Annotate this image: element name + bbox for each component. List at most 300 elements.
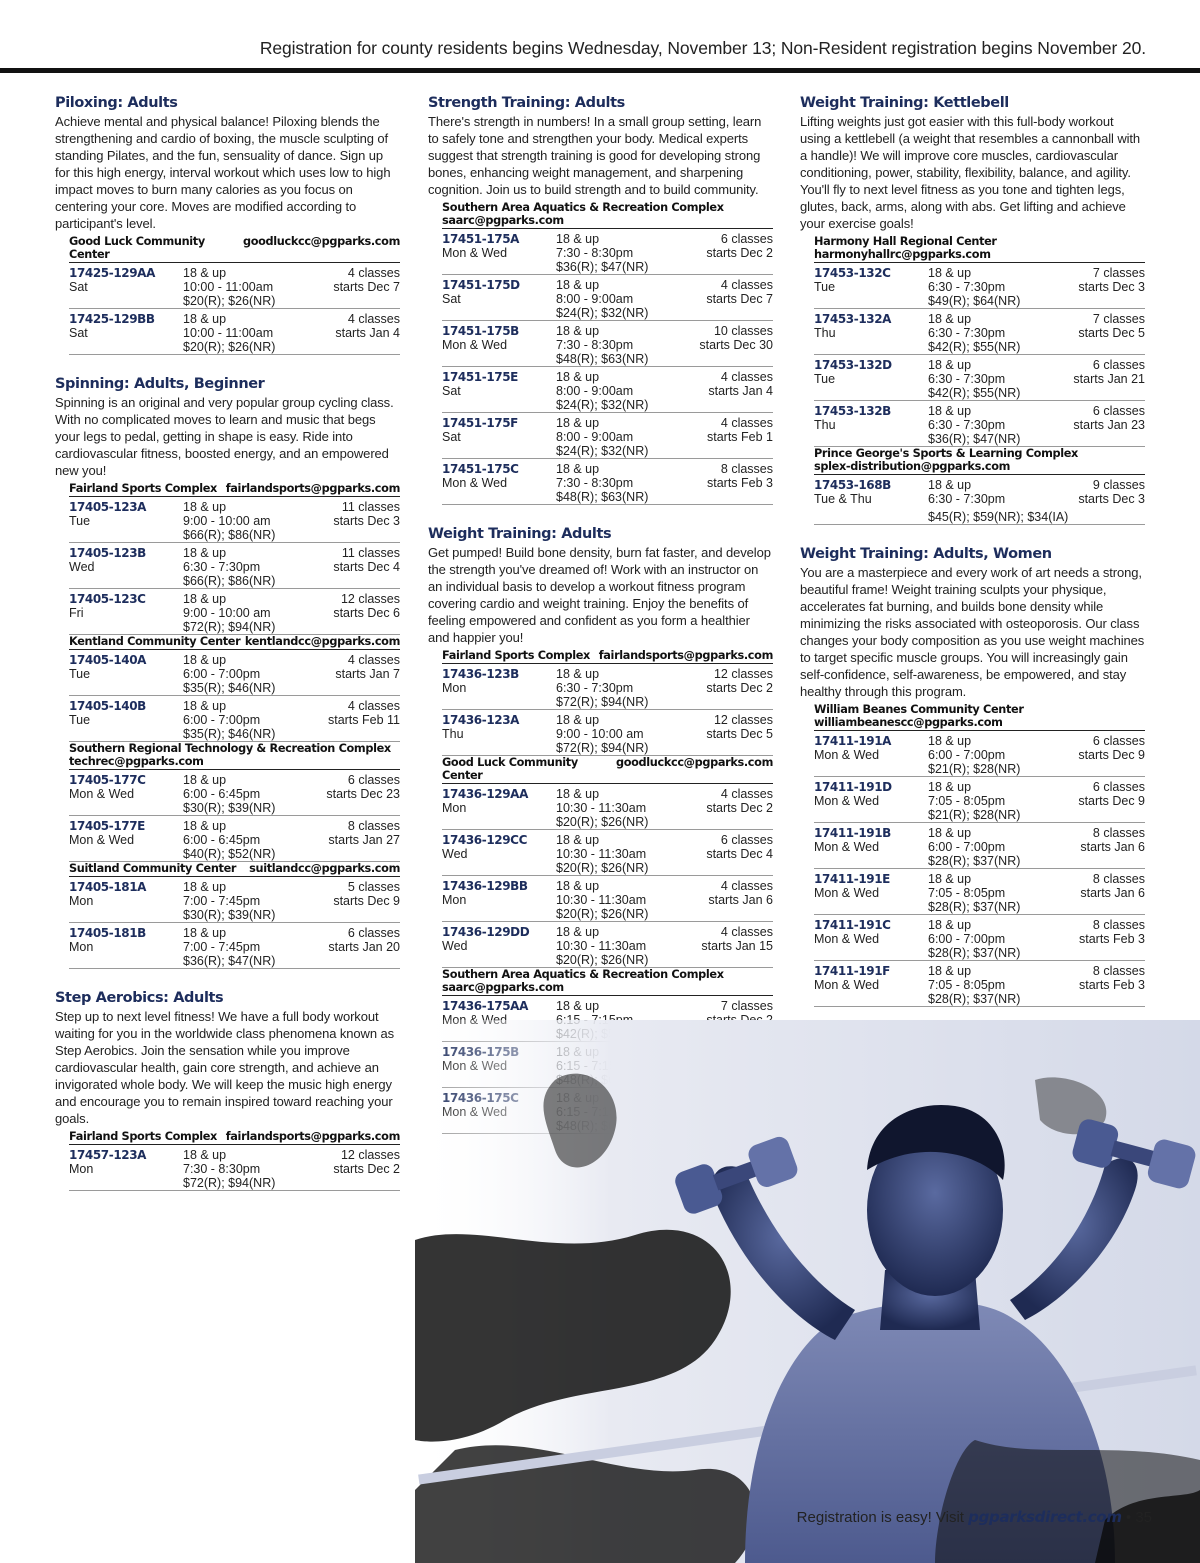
class-start: starts Jan 4: [708, 384, 773, 398]
program-section: [800, 94, 1145, 525]
registration-notice: Registration for county residents begins Wednesday, November 13; Non-Resident registration begins November 20.: [259, 38, 1146, 58]
class-code[interactable]: 17405-181B: [69, 926, 146, 940]
class-start: starts Jan 20: [328, 940, 400, 954]
class-age: 18 & up: [556, 278, 600, 292]
class-start: starts Jan 6: [1080, 840, 1145, 854]
center-block: [442, 201, 773, 505]
class-row: [69, 770, 400, 816]
program-description: Get pumped! Build bone density, burn fat faster, and develop the strength you've dreamed of! Work with an instructor on an individual basis to develop a workout fitness program covering cardio and weight training. Enjoy the benefits of feeling empowered and confident as you form a healthier and happier you!: [428, 545, 771, 645]
class-start: starts Dec 4: [333, 560, 400, 574]
class-time: 7:05 - 8:05pm: [928, 978, 1006, 992]
class-count: 6 classes: [720, 833, 773, 847]
class-code[interactable]: 17405-123C: [69, 592, 146, 606]
class-count: 8 classes: [347, 819, 400, 833]
center-header: [814, 235, 1145, 263]
class-days: Mon & Wed: [814, 840, 880, 854]
class-start: starts Jan 6: [708, 893, 773, 907]
class-count: 7 classes: [1092, 312, 1145, 326]
class-count: 8 classes: [1092, 964, 1145, 978]
class-fee: $42(R); $55(NR): [928, 386, 1021, 400]
class-row: [442, 710, 773, 756]
center-email[interactable]: saarc@pgparks.com: [442, 214, 564, 227]
center-block: [69, 482, 400, 635]
class-time: 6:00 - 7:00pm: [183, 667, 261, 681]
class-fee: $42(R); $55(NR): [928, 340, 1021, 354]
class-code[interactable]: 17436-123B: [442, 667, 519, 681]
class-row: [814, 823, 1145, 869]
pgparksdirect-link[interactable]: pgparksdirect.com: [968, 1508, 1122, 1526]
class-start: starts Feb 3: [1079, 978, 1145, 992]
class-days: Mon: [69, 1162, 94, 1176]
class-fee: $66(R); $86(NR): [183, 574, 276, 588]
center-block: [442, 756, 773, 968]
center-name: Kentland Community Center: [69, 635, 241, 648]
class-days: Wed: [69, 560, 95, 574]
class-fee: $28(R); $37(NR): [928, 992, 1021, 1006]
class-code[interactable]: 17436-129DD: [442, 925, 530, 939]
class-row: [69, 923, 400, 969]
class-time: 6:30 - 7:30pm: [183, 560, 261, 574]
class-days: Thu: [814, 418, 836, 432]
class-fee: $28(R); $37(NR): [928, 946, 1021, 960]
class-row: [69, 816, 400, 862]
center-header: [69, 235, 400, 263]
class-count: 6 classes: [347, 773, 400, 787]
class-code[interactable]: 17451-175C: [442, 462, 519, 476]
class-row: [442, 784, 773, 830]
center-header: [814, 703, 1145, 731]
class-time: 6:00 - 7:00pm: [928, 840, 1006, 854]
class-time: 7:05 - 8:05pm: [928, 886, 1006, 900]
class-time: 6:30 - 7:30pm: [928, 326, 1006, 340]
class-fee: $20(R); $26(NR): [556, 815, 649, 829]
class-days: Tue: [69, 713, 91, 727]
class-age: 18 & up: [556, 713, 600, 727]
class-time: 9:00 - 10:00 am: [556, 727, 644, 741]
class-count: 6 classes: [720, 232, 773, 246]
class-time: 6:00 - 6:45pm: [183, 833, 261, 847]
class-fee: $45(R); $59(NR); $34(IA): [928, 510, 1069, 524]
class-start: starts Dec 2: [706, 681, 773, 695]
class-age: 18 & up: [928, 918, 972, 932]
class-count: 4 classes: [347, 312, 400, 326]
class-start: starts Feb 11: [327, 713, 400, 727]
class-fee: $21(R); $28(NR): [928, 762, 1021, 776]
class-start: starts Feb 1: [707, 430, 773, 444]
program-title: Weight Training: Kettlebell: [800, 95, 1009, 111]
class-age: 18 & up: [183, 592, 227, 606]
class-time: 6:00 - 6:45pm: [183, 787, 261, 801]
class-count: 6 classes: [1092, 780, 1145, 794]
class-days: Mon & Wed: [442, 246, 508, 260]
class-row: [814, 961, 1145, 1007]
class-time: 8:00 - 9:00am: [556, 384, 634, 398]
class-code[interactable]: 17411-191A: [814, 734, 892, 748]
class-time: 6:30 - 7:30pm: [928, 492, 1006, 506]
class-row: [69, 263, 400, 309]
class-age: 18 & up: [556, 999, 600, 1013]
class-count: 8 classes: [1092, 826, 1145, 840]
class-time: 10:00 - 11:00am: [183, 326, 274, 340]
class-count: 8 classes: [1092, 872, 1145, 886]
class-code[interactable]: 17425-129AA: [69, 266, 155, 280]
class-age: 18 & up: [183, 926, 227, 940]
class-count: 7 classes: [720, 999, 773, 1013]
class-age: 18 & up: [928, 478, 972, 492]
class-time: 7:30 - 8:30pm: [183, 1162, 261, 1176]
class-fee: $24(R); $32(NR): [556, 444, 649, 458]
class-row: [69, 497, 400, 543]
class-time: 10:30 - 11:30am: [556, 847, 647, 861]
center-email[interactable]: goodluckcc@pgparks.com: [242, 235, 400, 248]
class-count: 4 classes: [347, 653, 400, 667]
class-row: [814, 355, 1145, 401]
class-row: [69, 543, 400, 589]
class-code[interactable]: 17405-177C: [69, 773, 146, 787]
class-count: 4 classes: [347, 699, 400, 713]
class-row: [442, 367, 773, 413]
class-start: starts Jan 7: [335, 667, 400, 681]
center-email[interactable]: fairlandsports@pgparks.com: [598, 649, 773, 662]
class-age: 18 & up: [928, 872, 972, 886]
class-time: 8:00 - 9:00am: [556, 292, 634, 306]
class-days: Thu: [442, 727, 464, 741]
class-row: [814, 263, 1145, 309]
program-description: You are a masterpiece and every work of art needs a strong, beautiful frame! Weight training sculpts your physique, accelerates fat burning, and builds bone density while minimizing the risks associated with osteoporosis. Our class changes your body composition as you use weight machines to target specific muscle groups. You will increasingly gain self-confidence, self-awareness, be empowered, and stay healthy through this program.: [800, 565, 1145, 699]
center-email[interactable]: goodluckcc@pgparks.com: [615, 756, 773, 769]
class-row: [442, 321, 773, 367]
class-code[interactable]: 17425-129BB: [69, 312, 155, 326]
class-time: 7:00 - 7:45pm: [183, 940, 261, 954]
class-days: Mon & Wed: [69, 787, 135, 801]
class-age: 18 & up: [928, 266, 972, 280]
class-fee: $72(R); $94(NR): [556, 695, 649, 709]
class-count: 8 classes: [1092, 918, 1145, 932]
class-row: [442, 413, 773, 459]
class-row: [69, 309, 400, 355]
class-count: 9 classes: [1092, 478, 1145, 492]
class-days: Mon & Wed: [814, 794, 880, 808]
class-time: 7:30 - 8:30pm: [556, 338, 634, 352]
class-code[interactable]: 17436-175AA: [442, 999, 528, 1013]
class-count: 7 classes: [1092, 266, 1145, 280]
class-fee: $20(R); $26(NR): [556, 953, 649, 967]
class-time: 7:05 - 8:05pm: [928, 794, 1006, 808]
program-section: [800, 545, 1145, 1007]
program-description: Lifting weights just got easier with this full-body workout using a kettlebell (a weight that resembles a cannonball with a handle)! We will improve core muscles, cardiovascular conditioning, power, stability, flexibility, balance, and agility. You'll fly to next level fitness as you tone and tighten legs, glutes, back, arms, along with abs. Get lifting and achieve your exercise goals!: [800, 114, 1141, 231]
class-row: [814, 731, 1145, 777]
class-start: starts Jan 6: [1080, 886, 1145, 900]
class-code[interactable]: 17453-132C: [814, 266, 891, 280]
class-start: starts Dec 3: [1078, 280, 1145, 294]
class-days: Tue: [69, 667, 91, 681]
center-block: [69, 742, 400, 862]
center-header: [69, 1130, 400, 1145]
class-code[interactable]: 17411-191D: [814, 780, 892, 794]
woman-lifting-dumbbells-photo: [415, 1020, 1200, 1563]
class-count: 4 classes: [720, 925, 773, 939]
header-divider: [0, 68, 1200, 73]
class-row: [442, 876, 773, 922]
column-1: [55, 94, 400, 1211]
class-fee: $24(R); $32(NR): [556, 306, 649, 320]
class-age: 18 & up: [556, 370, 600, 384]
class-row: [442, 459, 773, 505]
class-fee: $28(R); $37(NR): [928, 854, 1021, 868]
class-time: 7:30 - 8:30pm: [556, 476, 634, 490]
class-fee: $48(R); $63(NR): [556, 490, 649, 504]
class-code[interactable]: 17451-175A: [442, 232, 520, 246]
center-header: [814, 447, 1145, 475]
class-days: Sat: [442, 430, 461, 444]
class-count: 10 classes: [713, 324, 773, 338]
center-name: Prince George's Sports & Learning Complex: [814, 447, 1078, 460]
class-age: 18 & up: [183, 699, 227, 713]
center-name: Southern Regional Technology & Recreation Complex: [69, 742, 391, 755]
class-time: 6:30 - 7:30pm: [928, 372, 1006, 386]
class-time: 6:30 - 7:30pm: [928, 280, 1006, 294]
class-fee: $30(R); $39(NR): [183, 801, 276, 815]
center-email[interactable]: kentlandcc@pgparks.com: [244, 635, 400, 648]
class-days: Tue & Thu: [814, 492, 872, 506]
class-count: 6 classes: [1092, 404, 1145, 418]
class-code[interactable]: 17453-132D: [814, 358, 892, 372]
center-block: [69, 235, 400, 355]
class-row: [69, 696, 400, 742]
class-code[interactable]: 17436-129CC: [442, 833, 527, 847]
center-name: Harmony Hall Regional Center: [814, 235, 997, 248]
class-time: 10:00 - 11:00am: [183, 280, 274, 294]
class-code[interactable]: 17436-123A: [442, 713, 520, 727]
class-age: 18 & up: [183, 880, 227, 894]
class-time: 6:00 - 7:00pm: [928, 748, 1006, 762]
class-fee: $72(R); $94(NR): [183, 620, 276, 634]
footer-prefix: Registration is easy! Visit: [796, 1509, 969, 1526]
center-email[interactable]: harmonyhallrc@pgparks.com: [814, 248, 991, 261]
class-days: Mon: [442, 801, 467, 815]
class-count: 4 classes: [347, 266, 400, 280]
center-email[interactable]: splex-distribution@pgparks.com: [814, 460, 1011, 473]
center-header: [442, 649, 773, 664]
class-count: 4 classes: [720, 416, 773, 430]
center-email[interactable]: suitlandcc@pgparks.com: [249, 862, 400, 875]
class-time: 9:00 - 10:00 am: [183, 606, 271, 620]
class-days: Mon & Wed: [814, 978, 880, 992]
class-start: starts Dec 5: [1078, 326, 1145, 340]
program-description: There's strength in numbers! In a small group setting, learn to safely tone and strengthen your body. Medical experts suggest that strength training is good for developing strong bones, enhancing weight management, and sharpening cognition. Join us to build strength and to build community.: [428, 114, 762, 197]
center-block: [69, 635, 400, 742]
class-days: Wed: [442, 847, 468, 861]
class-days: Mon & Wed: [69, 833, 135, 847]
class-count: 6 classes: [347, 926, 400, 940]
class-time: 6:00 - 7:00pm: [183, 713, 261, 727]
class-start: starts Jan 27: [328, 833, 400, 847]
class-row: [442, 275, 773, 321]
class-start: starts Dec 9: [333, 894, 400, 908]
class-days: Wed: [442, 939, 468, 953]
class-code[interactable]: 17411-191B: [814, 826, 891, 840]
class-age: 18 & up: [928, 734, 972, 748]
class-days: Thu: [814, 326, 836, 340]
class-start: starts Dec 5: [706, 727, 773, 741]
column-2: [428, 94, 773, 1154]
class-age: 18 & up: [928, 404, 972, 418]
class-age: 18 & up: [556, 416, 600, 430]
class-days: Tue: [814, 372, 836, 386]
class-code[interactable]: 17453-168B: [814, 478, 891, 492]
class-time: 6:30 - 7:30pm: [928, 418, 1006, 432]
center-name: Good Luck Community Center: [69, 235, 205, 261]
class-code[interactable]: 17405-177E: [69, 819, 145, 833]
class-row: [442, 664, 773, 710]
center-name: Southern Area Aquatics & Recreation Complex: [442, 968, 724, 981]
center-header: [442, 968, 773, 996]
center-email[interactable]: fairlandsports@pgparks.com: [225, 1130, 400, 1143]
class-count: 12 classes: [713, 713, 773, 727]
center-email[interactable]: techrec@pgparks.com: [69, 755, 204, 768]
class-age: 18 & up: [183, 312, 227, 326]
center-email[interactable]: saarc@pgparks.com: [442, 981, 564, 994]
class-age: 18 & up: [183, 1148, 227, 1162]
class-count: 4 classes: [720, 879, 773, 893]
class-days: Fri: [69, 606, 84, 620]
class-start: starts Jan 23: [1073, 418, 1145, 432]
center-name: Southern Area Aquatics & Recreation Complex: [442, 201, 724, 214]
class-row: [814, 869, 1145, 915]
class-start: starts Feb 3: [1079, 932, 1145, 946]
class-age: 18 & up: [556, 667, 600, 681]
program-title: Step Aerobics: Adults: [55, 990, 224, 1006]
column-3: [800, 94, 1145, 1027]
class-code[interactable]: 17451-175D: [442, 278, 520, 292]
class-age: 18 & up: [928, 780, 972, 794]
class-days: Tue: [69, 514, 91, 528]
class-code[interactable]: 17405-140B: [69, 699, 146, 713]
class-fee: $20(R); $26(NR): [556, 907, 649, 921]
class-code[interactable]: 17436-129BB: [442, 879, 528, 893]
center-block: [814, 235, 1145, 447]
class-fee: $48(R); $63(NR): [556, 352, 649, 366]
center-email[interactable]: williambeanescc@pgparks.com: [814, 716, 1003, 729]
center-block: [442, 649, 773, 756]
center-name: Fairland Sports Complex: [442, 649, 590, 662]
center-email[interactable]: fairlandsports@pgparks.com: [225, 482, 400, 495]
class-days: Tue: [814, 280, 836, 294]
class-age: 18 & up: [556, 879, 600, 893]
class-age: 18 & up: [183, 546, 227, 560]
class-start: starts Dec 2: [706, 801, 773, 815]
page-footer: [797, 1508, 1152, 1526]
class-code[interactable]: 17453-132A: [814, 312, 892, 326]
class-fee: $24(R); $32(NR): [556, 398, 649, 412]
class-row: [442, 922, 773, 968]
class-start: starts Jan 15: [701, 939, 773, 953]
class-days: Sat: [442, 384, 461, 398]
program-title: Weight Training: Adults, Women: [800, 546, 1052, 562]
class-fee: $20(R); $26(NR): [183, 294, 276, 308]
class-row: [442, 830, 773, 876]
program-title: Spinning: Adults, Beginner: [55, 376, 265, 392]
class-row: [69, 877, 400, 923]
class-row: [69, 650, 400, 696]
class-code[interactable]: 17436-129AA: [442, 787, 528, 801]
class-age: 18 & up: [183, 819, 227, 833]
class-fee: $66(R); $86(NR): [183, 528, 276, 542]
class-row: [814, 309, 1145, 355]
class-days: Sat: [69, 326, 88, 340]
class-age: 18 & up: [556, 232, 600, 246]
center-name: Fairland Sports Complex: [69, 1130, 217, 1143]
class-age: 18 & up: [556, 324, 600, 338]
class-code[interactable]: 17453-132B: [814, 404, 891, 418]
class-age: 18 & up: [183, 653, 227, 667]
class-age: 18 & up: [556, 833, 600, 847]
class-code[interactable]: 17451-175F: [442, 416, 518, 430]
class-code[interactable]: 17457-123A: [69, 1148, 147, 1162]
program-section: [55, 94, 400, 355]
class-code[interactable]: 17411-191C: [814, 918, 891, 932]
class-fee: $36(R); $47(NR): [928, 432, 1021, 446]
class-code[interactable]: 17405-123A: [69, 500, 147, 514]
class-age: 18 & up: [556, 925, 600, 939]
center-header: [69, 482, 400, 497]
class-age: 18 & up: [183, 773, 227, 787]
class-start: starts Dec 3: [333, 514, 400, 528]
class-fee: $49(R); $64(NR): [928, 294, 1021, 308]
center-block: [69, 1130, 400, 1191]
class-start: starts Dec 6: [333, 606, 400, 620]
class-fee: $36(R); $47(NR): [556, 260, 649, 274]
class-code[interactable]: 17411-191E: [814, 872, 890, 886]
class-code[interactable]: 17405-181A: [69, 880, 147, 894]
class-start: starts Dec 7: [706, 292, 773, 306]
class-age: 18 & up: [928, 312, 972, 326]
class-code[interactable]: 17451-175B: [442, 324, 519, 338]
center-name: Fairland Sports Complex: [69, 482, 217, 495]
class-code[interactable]: 17451-175E: [442, 370, 518, 384]
class-days: Sat: [442, 292, 461, 306]
class-start: starts Dec 30: [699, 338, 773, 352]
class-fee: $35(R); $46(NR): [183, 727, 276, 741]
class-fee: $20(R); $26(NR): [556, 861, 649, 875]
class-age: 18 & up: [928, 358, 972, 372]
class-time: 10:30 - 11:30am: [556, 939, 647, 953]
class-code[interactable]: 17411-191F: [814, 964, 890, 978]
class-code[interactable]: 17405-123B: [69, 546, 146, 560]
class-row: [814, 401, 1145, 447]
class-count: 6 classes: [1092, 734, 1145, 748]
class-start: starts Dec 23: [326, 787, 400, 801]
center-header: [442, 201, 773, 229]
class-start: starts Dec 7: [333, 280, 400, 294]
class-start: starts Dec 2: [333, 1162, 400, 1176]
center-header: [69, 742, 400, 770]
class-time: 8:00 - 9:00am: [556, 430, 634, 444]
footer-bullet: •: [1121, 1509, 1136, 1526]
program-description: Achieve mental and physical balance! Piloxing blends the strengthening and cardio of boxing, the muscle sculpting of standing Pilates, and the fun, sensuality of dance. Sign up for this high energy, interval workout which uses low to high impact moves to burn many calories as you focus on centering your core. Moves are modified according to participant's level.: [55, 114, 391, 231]
center-header: [69, 862, 400, 877]
center-header: [69, 635, 400, 650]
class-age: 18 & up: [928, 826, 972, 840]
class-code[interactable]: 17405-140A: [69, 653, 147, 667]
class-fee: $21(R); $28(NR): [928, 808, 1021, 822]
class-count: 12 classes: [340, 1148, 400, 1162]
class-start: starts Jan 21: [1073, 372, 1145, 386]
class-fee: $20(R); $26(NR): [183, 340, 276, 354]
class-fee: $40(R); $52(NR): [183, 847, 276, 861]
class-start: starts Jan 4: [335, 326, 400, 340]
program-description: Spinning is an original and very popular group cycling class. With no complicated moves to learn and music that begs your legs to pedal, getting in shape is easy. Ride into cardiovascular fitness, boosted energy, and an empowered new you!: [55, 395, 394, 478]
